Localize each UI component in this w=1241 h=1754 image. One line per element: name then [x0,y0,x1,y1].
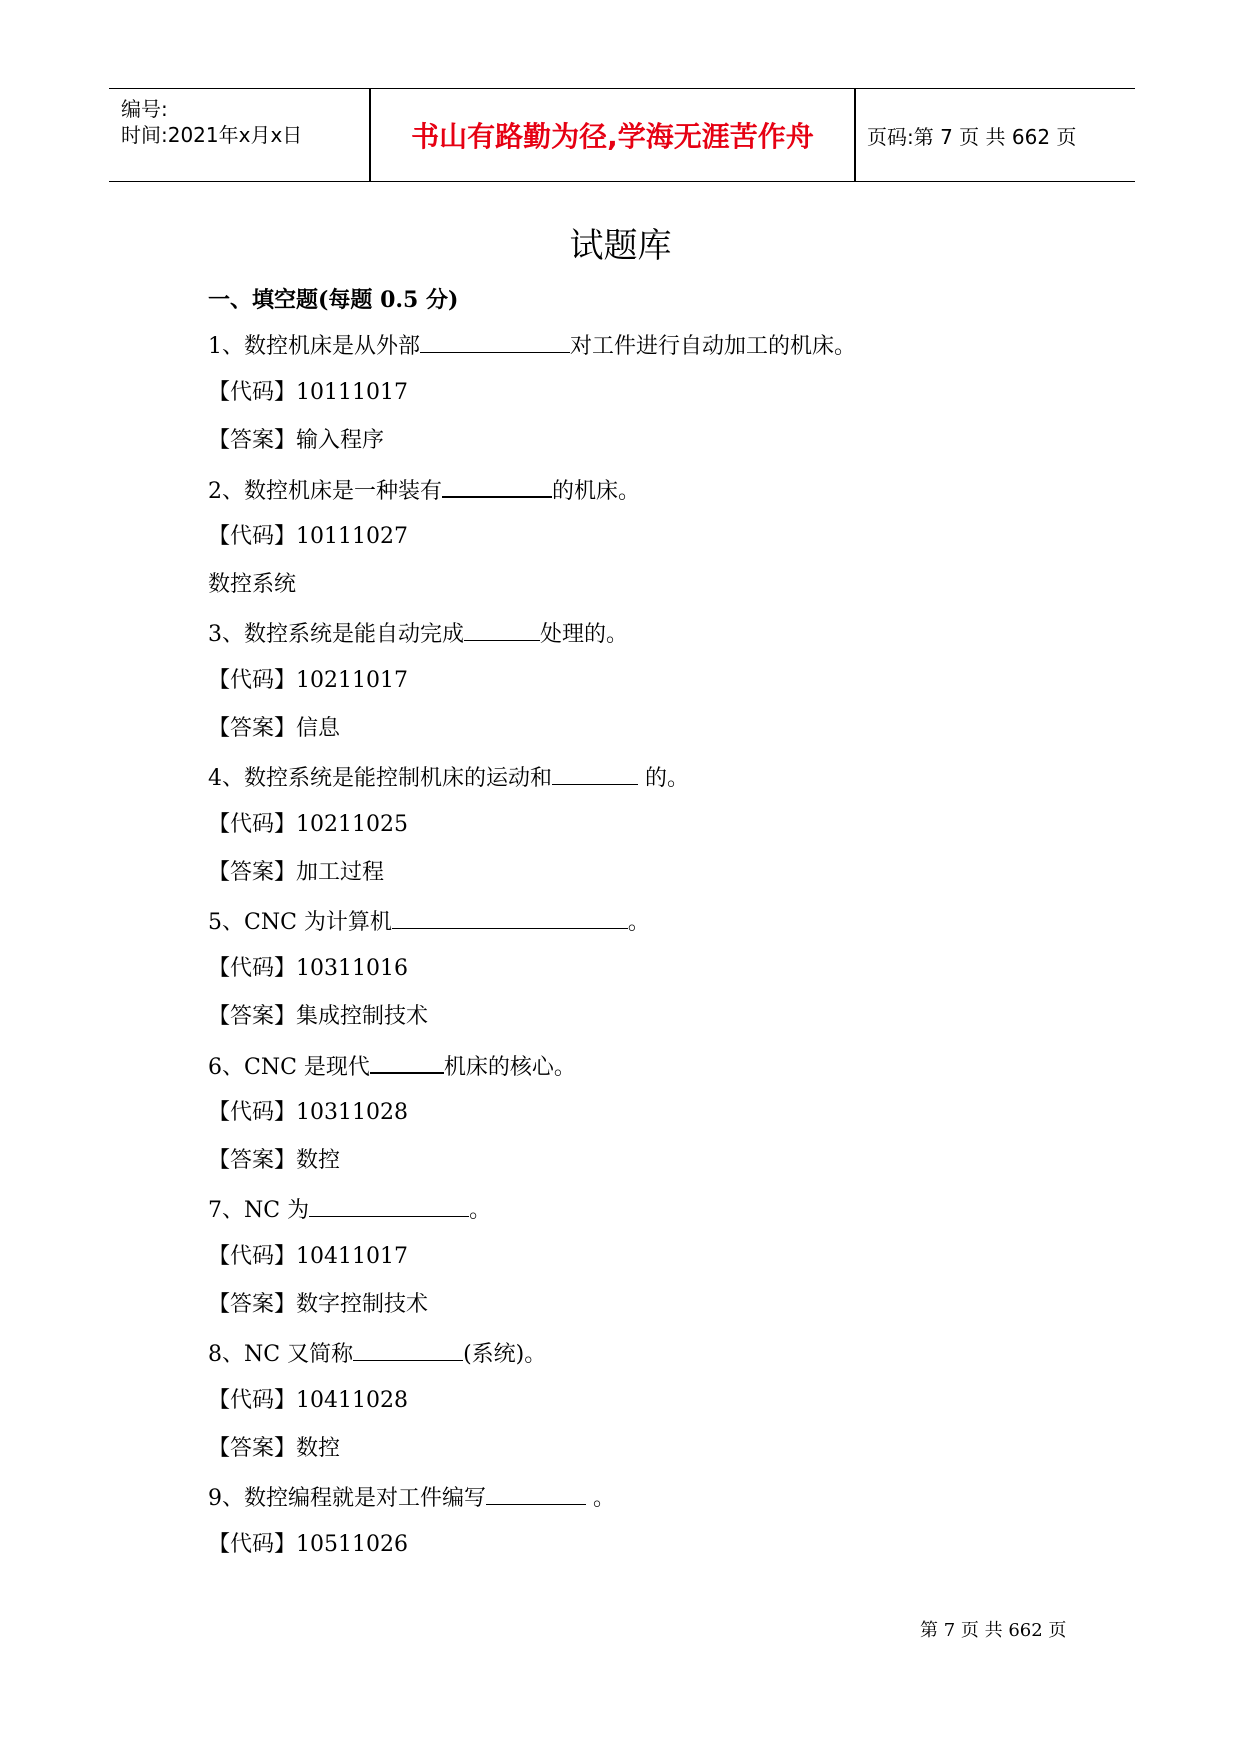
question-2: 2、数控机床是一种装有 的机床。 [208,474,640,507]
answer-3: 【答案】信息 [208,716,341,741]
code-6: 【代码】10311028 [208,1100,408,1125]
page-footer: 第 7 页 共 662 页 [920,1620,1067,1641]
question-9: 9、数控编程就是对工件编写 。 [208,1482,615,1514]
code-7: 【代码】10411017 [208,1244,408,1269]
code-2: 【代码】10111027 [208,524,408,549]
question-4: 4、数控系统是能控制机床的运动和 的。 [208,762,689,794]
page-header [109,88,1135,182]
answer-blank [464,618,540,641]
question-6: 6、CNC 是现代 机床的核心。 [208,1050,576,1083]
answer-blank [309,1194,469,1217]
question-1: 1、数控机床是从外部 对工件进行自动加工的机床。 [208,330,856,362]
answer-5: 【答案】集成控制技术 [208,1004,429,1029]
answer-8: 【答案】数控 [208,1436,341,1461]
code-3: 【代码】10211017 [208,668,408,693]
question-7: 7、NC 为 。 [208,1194,491,1226]
answer-6: 【答案】数控 [208,1148,341,1173]
answer-2: 数控系统 [208,572,297,597]
question-5: 5、CNC 为计算机 。 [208,906,650,938]
document-number: 编号: [121,97,168,121]
question-3: 3、数控系统是能自动完成 处理的。 [208,618,628,650]
code-5: 【代码】10311016 [208,956,408,981]
header-page-info: 页码:第 7 页 共 662 页 [867,124,1077,149]
answer-blank [442,474,552,498]
answer-blank [420,330,570,353]
answer-7: 【答案】数字控制技术 [208,1292,429,1317]
document-date: 时间:2021年x月x日 [121,123,303,147]
answer-blank [552,762,638,785]
code-8: 【代码】10411028 [208,1388,408,1413]
answer-blank [353,1338,463,1361]
header-meta [121,89,367,181]
header-divider-right [854,89,856,181]
answer-blank [370,1050,444,1074]
header-motto: 书山有路勤为径,学海无涯苦作舟 [411,120,814,153]
code-1: 【代码】10111017 [208,380,408,405]
code-4: 【代码】10211025 [208,812,408,837]
section-heading: 一、填空题(每题 0.5 分) [208,287,459,313]
answer-blank [392,906,628,929]
question-8: 8、NC 又简称 (系统)。 [208,1338,546,1370]
answer-blank [486,1482,586,1505]
page-title: 试题库 [569,226,672,266]
code-9: 【代码】10511026 [208,1532,408,1557]
answer-1: 【答案】输入程序 [208,428,385,453]
answer-4: 【答案】加工过程 [208,860,385,885]
